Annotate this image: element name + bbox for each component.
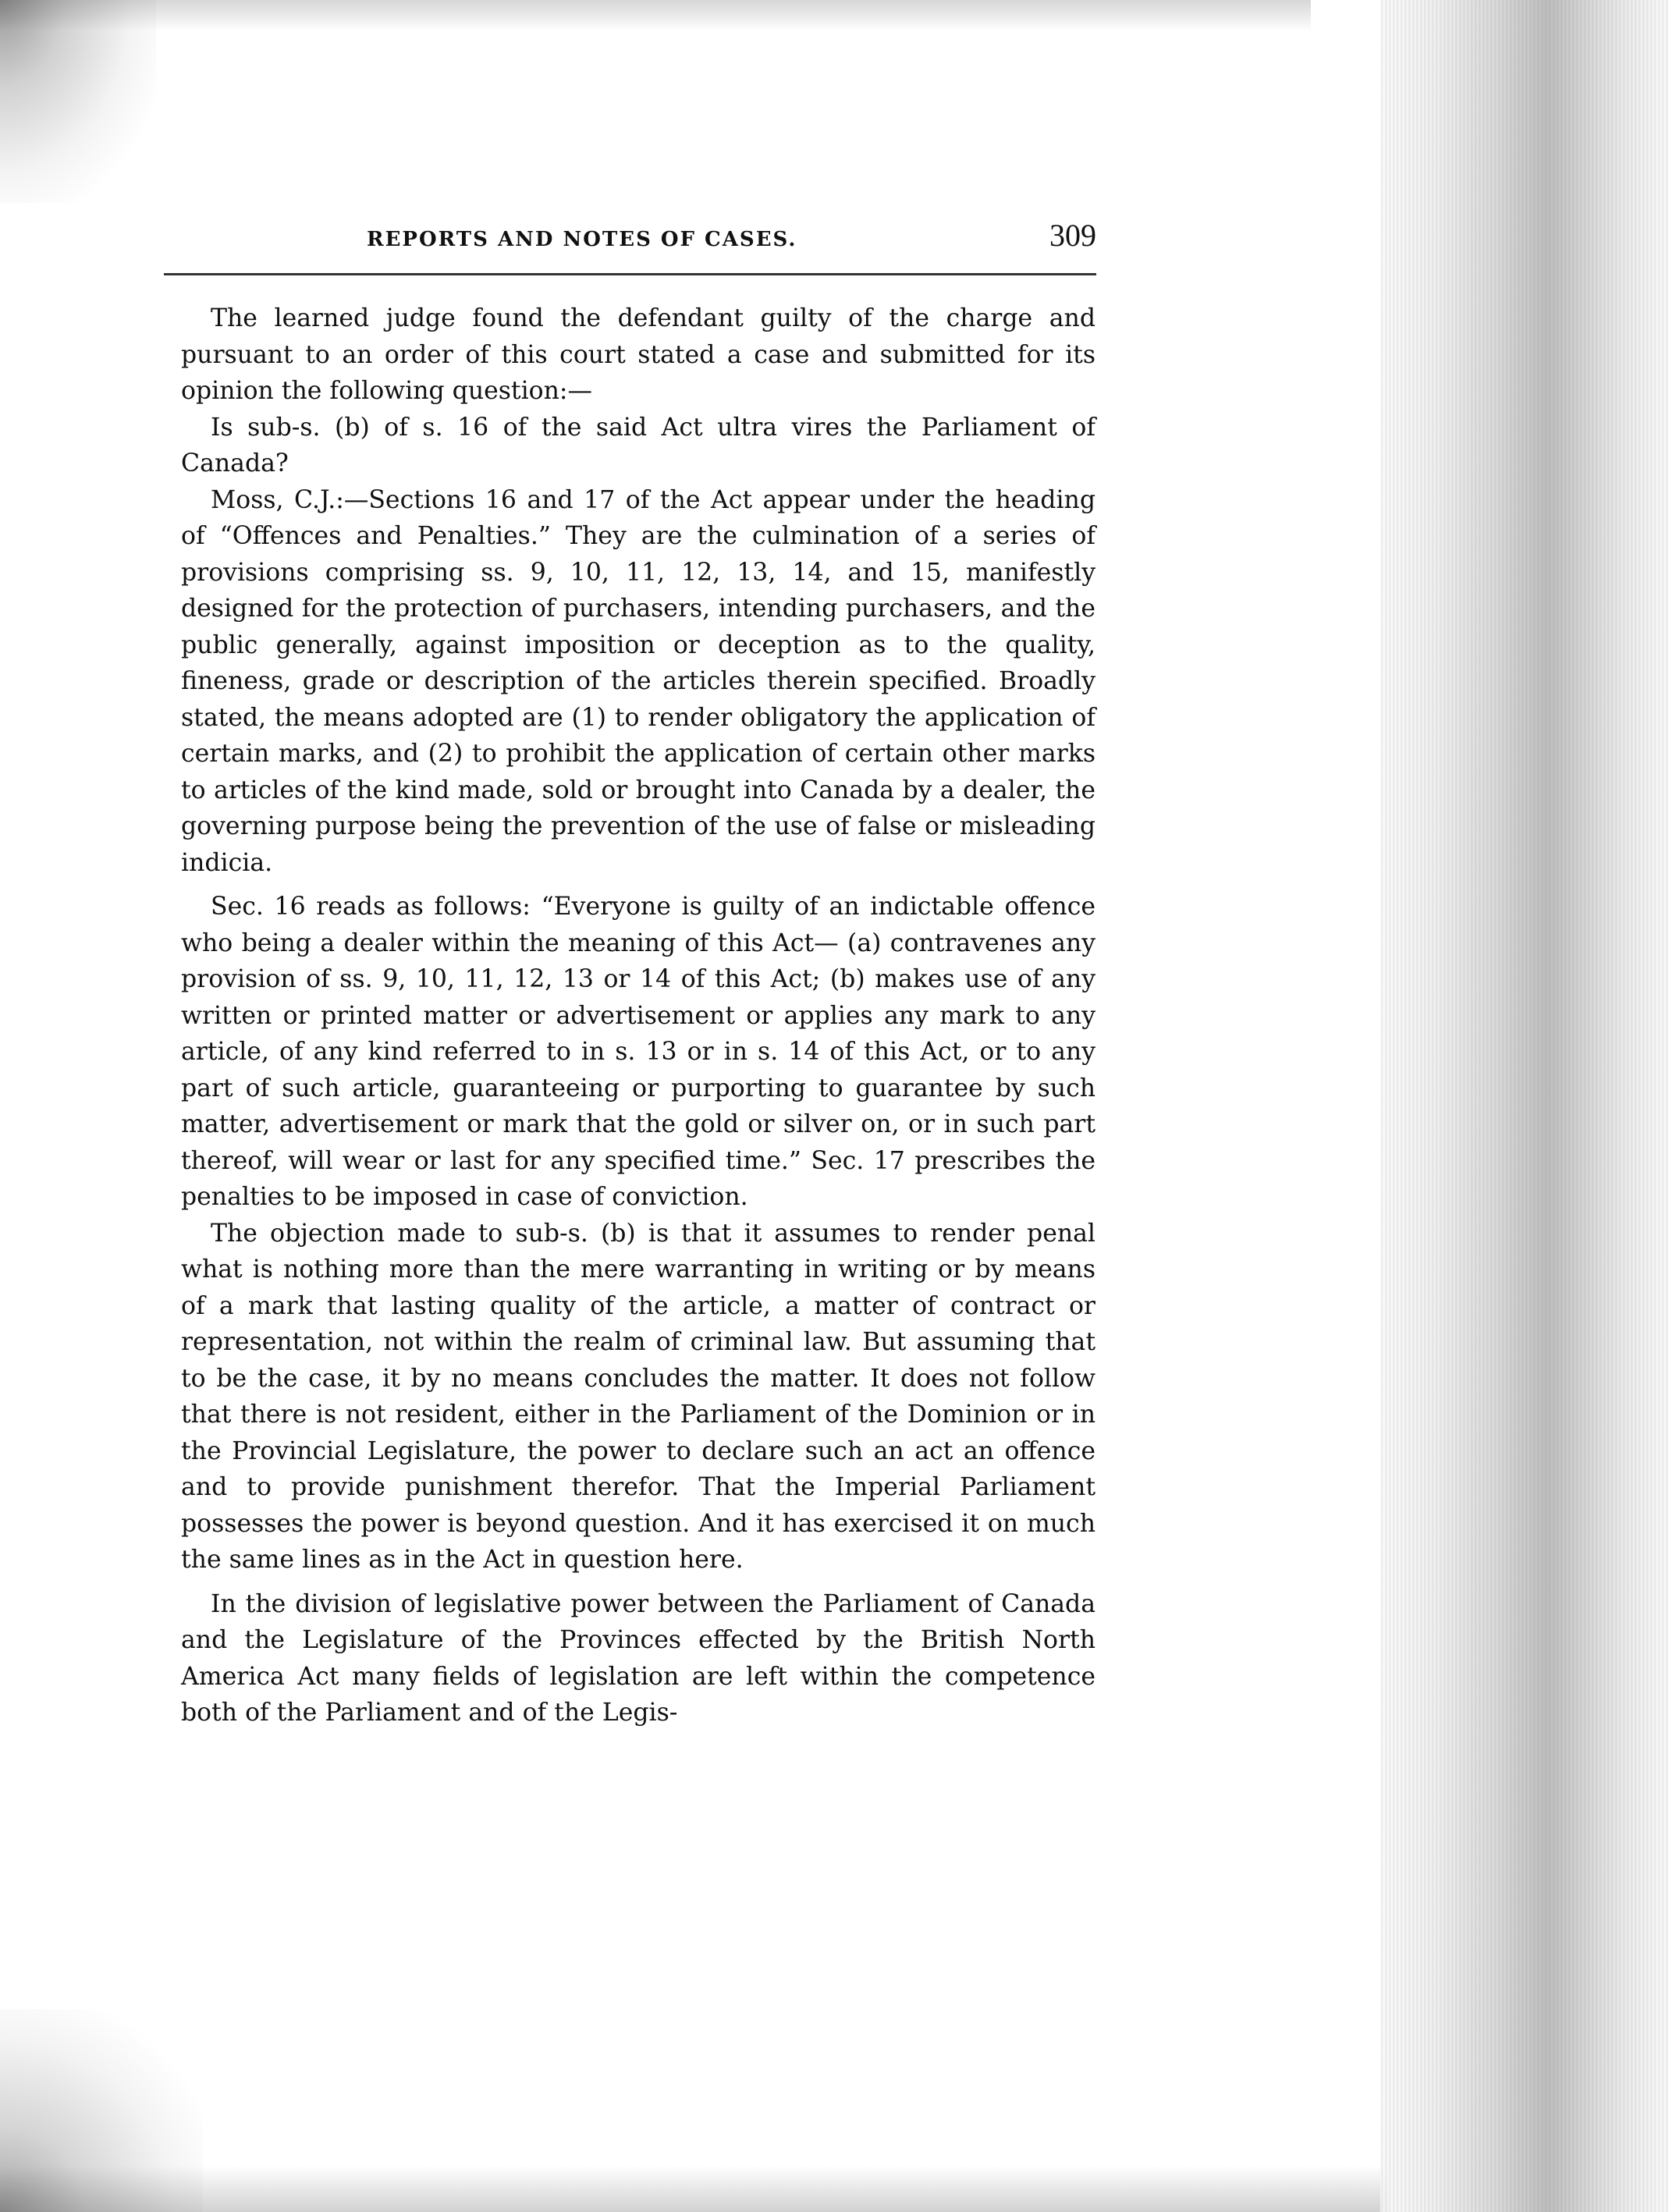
paragraph-question-intro: The learned judge found the defendant guilty of the charge and pursuant to an order of this court stated a case and submitted for its opinion the following question:— [181, 304, 1096, 405]
page-number: 309 [1049, 218, 1096, 253]
paragraph-opinion: Moss, C.J.:—Sections 16 and 17 of the Act appear under the heading of “Offences and Penalties.” They are the culmination of a series of provisions comprising ss. 9, 10, 11, 12, 13, 14, and 15, manifestly designed for the protection of purchasers, intending purchasers, and the public generally, against imposition or deception as to the quality, fineness, grade or description of the articles therein specified. Broadly stated, the means adopted are (1) to render obligatory the application of certain marks, and (2) to prohibit the application of certain other marks to articles of the kind made, sold or brought into Canada by a dealer, the governing purpose being the prevention of the use of false or misleading indicia. [181, 485, 1096, 877]
scan-shadow-bottom [0, 2165, 1389, 2212]
running-title: REPORTS AND NOTES OF CASES. [367, 228, 797, 251]
scan-shadow-left-top [0, 0, 156, 203]
scan-shadow-top [0, 0, 1311, 31]
paragraph-section-16: Sec. 16 reads as follows: “Everyone is guilty of an indictable offence who being a dealer within the meaning of this Act— (a) contravenes any provision of ss. 9, 10, 11, 12, 13 or 14 of this Act; (b) makes use of any written or printed matter or advertisement or applies any mark to any article, of any kind referred to in s. 13 or in s. 14 of this Act, or to any part of such article, guaranteeing or purporting to guarantee by such matter, advertisement or mark that the gold or silver on, or in such part thereof, will wear or last for any specified time.” Sec. 17 prescribes the penalties to be imposed in case of conviction. [181, 893, 1096, 1211]
header-rule [164, 273, 1096, 275]
paragraph-objection: The objection made to sub-s. (b) is that it assumes to render penal what is nothing more than the mere warranting in writing or by means of a mark that lasting quality of the article, a matter of contract or representation, not within the realm of criminal law. But assuming that to be the case, it by no means concludes the matter. It does not follow that there is not resident, either in the Parliament of the Dominion or in the Provincial Legislature, the power to declare such an act an offence and to provide punishment therefor. That the Imperial Parliament possesses the power is beyond question. And it has exercised it on much the same lines as in the Act in question here. [181, 1219, 1096, 1574]
paragraph-question: Is sub-s. (b) of s. 16 of the said Act ultra vires the Parliament of Canada? [181, 413, 1096, 478]
running-head [164, 217, 1096, 264]
paragraph-division-of-power: In the division of legislative power between the Parliament of Canada and the Legislature of the Provinces effected by the British North America Act many fields of legislation are left within the competence both of the Parliament and of the Legis- [181, 1589, 1096, 1727]
book-gutter-edge [1380, 0, 1669, 2212]
body-text [181, 300, 1096, 1731]
